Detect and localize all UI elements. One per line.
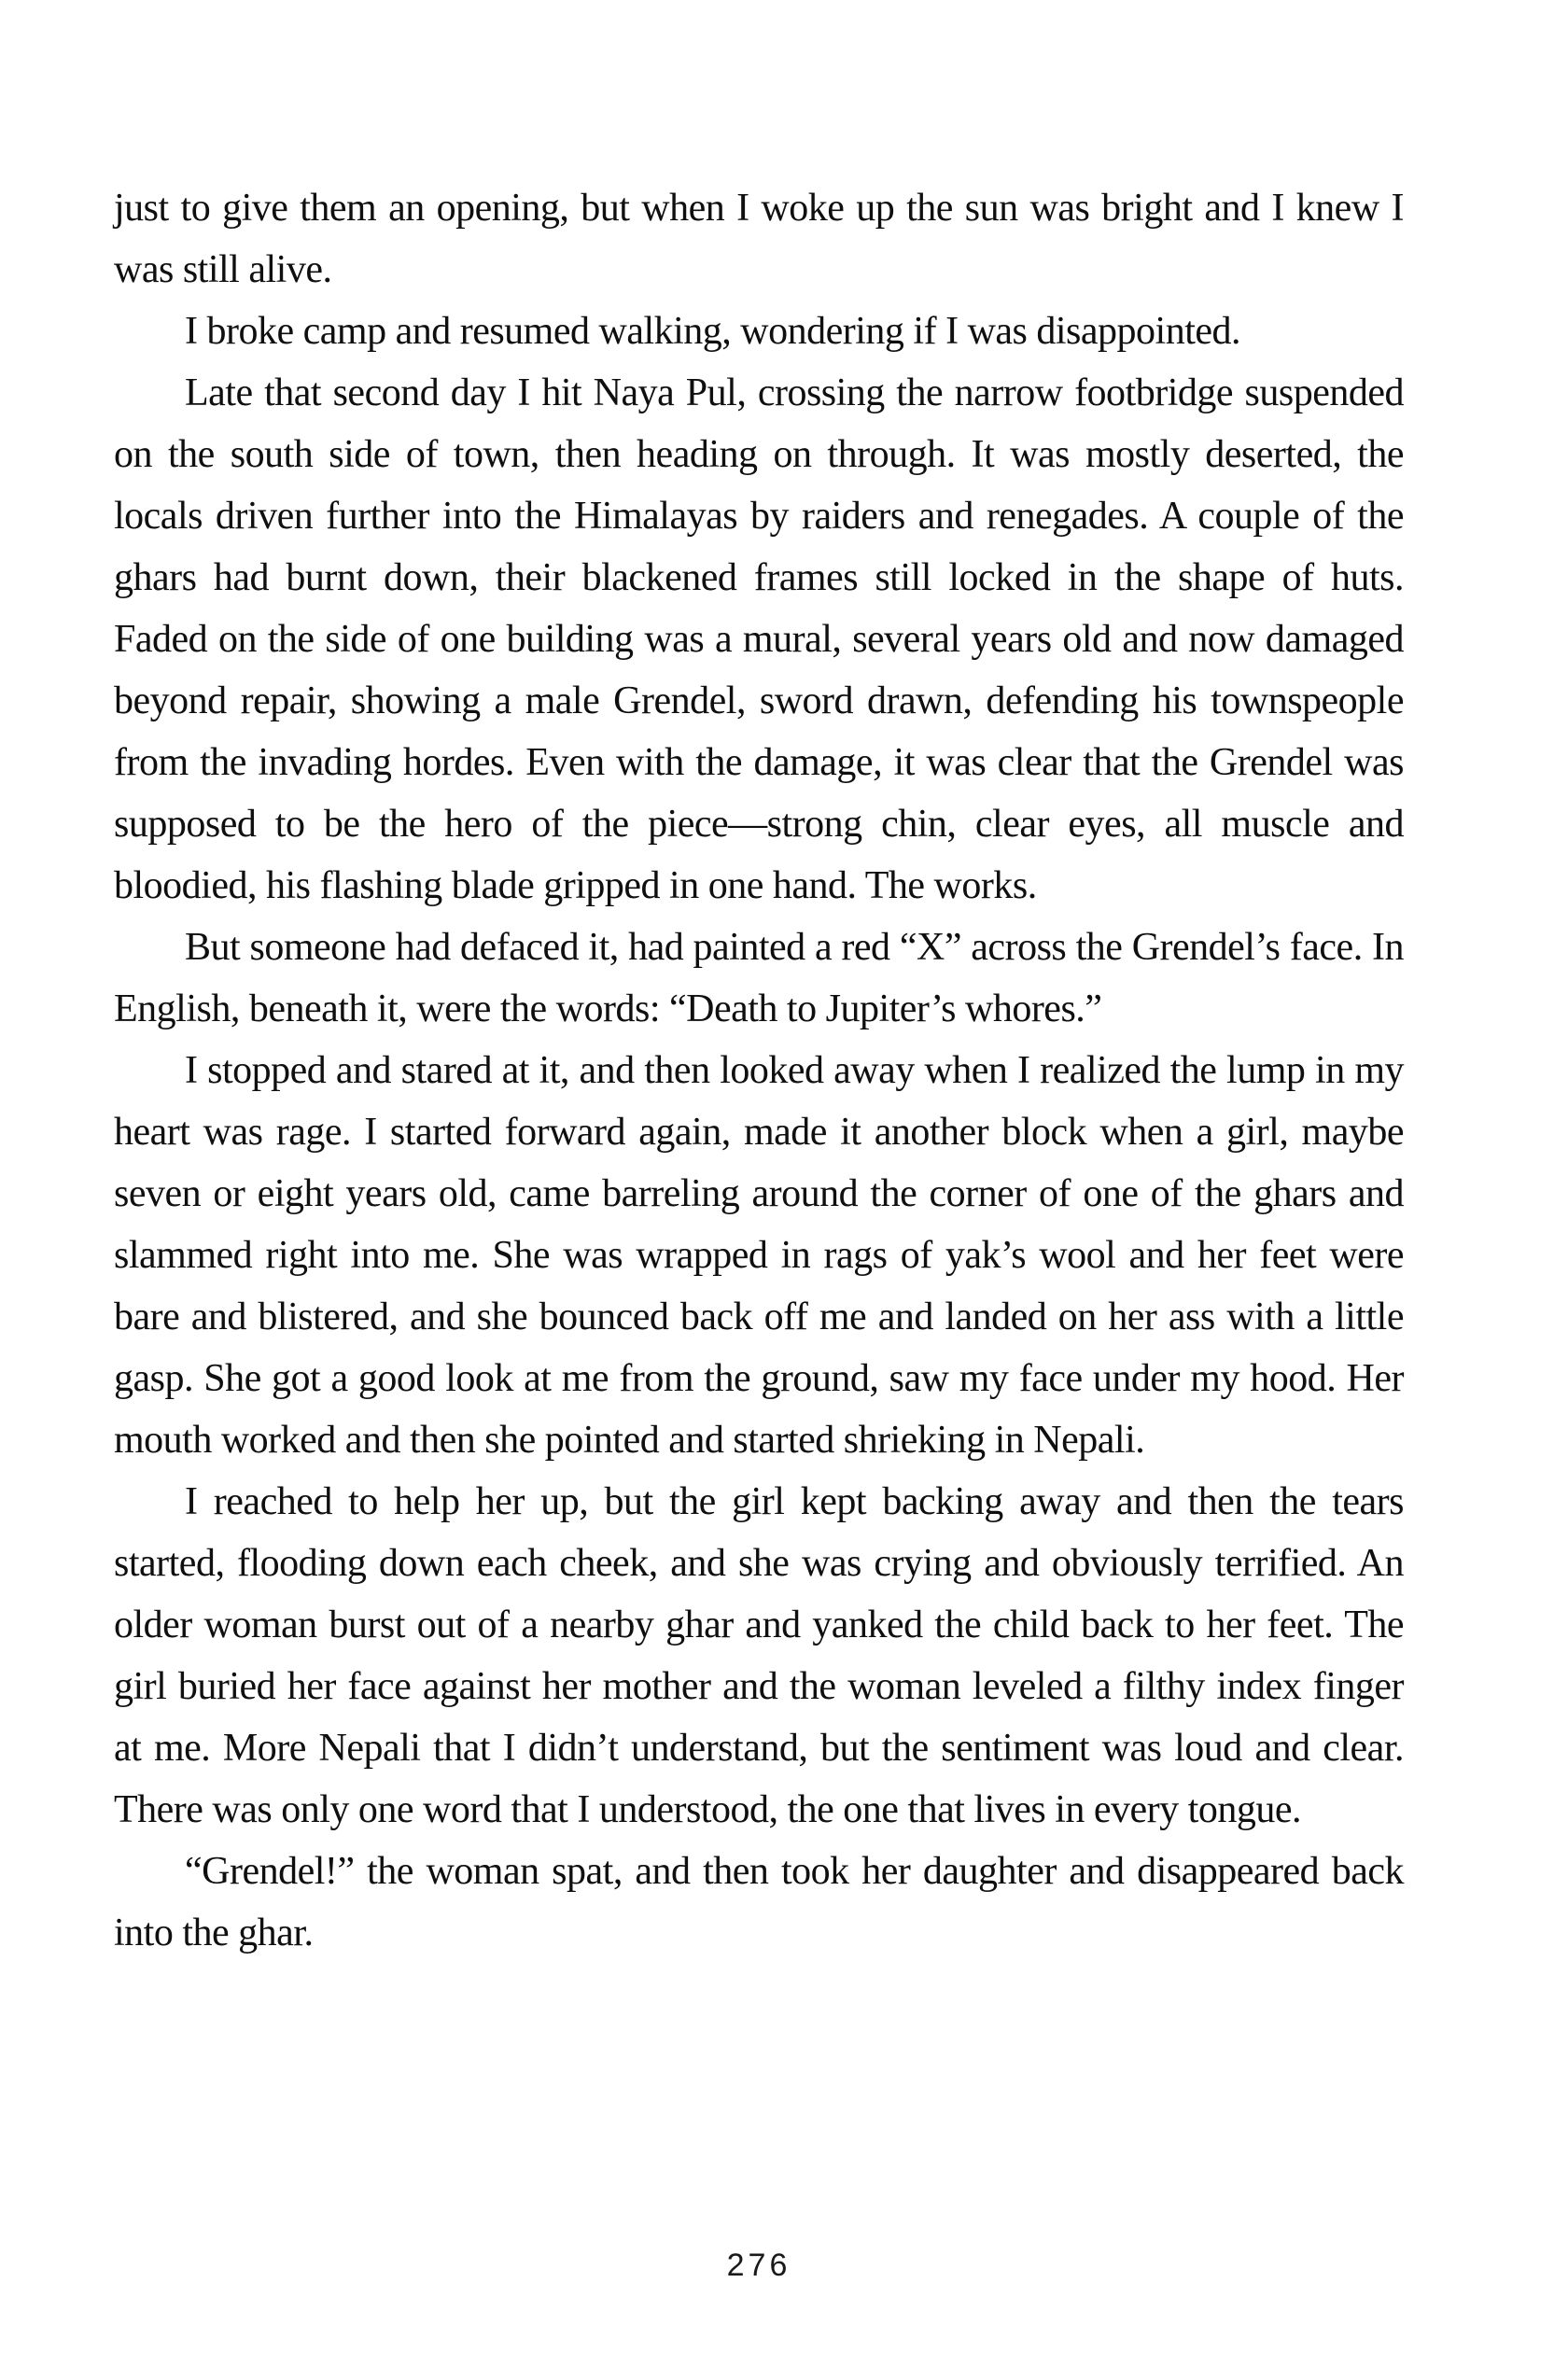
paragraph: I broke camp and resumed walking, wondering if I was disappointed.	[185, 310, 1241, 353]
page-number: 276	[726, 2248, 791, 2283]
paragraph: But someone had defaced it, had painted a red “X” across the Grendel’s face. In English, beneath it, were the words: “Death to Jupiter’s whores.”	[114, 926, 1404, 1030]
paragraph: just to give them an opening, but when I woke up the sun was bright and I knew I was still alive.	[114, 187, 1404, 291]
paragraph: I stopped and stared at it, and then looked away when I realized the lump in my heart was rage. I started forward again, made it another block when a girl, maybe seven or eight years old, came barreling around the corner of one of the ghars and slammed right into me. She was wrapped in rags of yak’s wool and her feet were bare and blistered, and she bounced back off me and landed on her ass with a little gasp. She got a good look at me from the ground, saw my face under my hood. Her mouth worked and then she pointed and started shrieking in Nepali.	[114, 1049, 1404, 1462]
page-text	[114, 177, 1404, 1964]
paragraph: “Grendel!” the woman spat, and then took her daughter and disappeared back into the ghar.	[114, 1850, 1404, 1954]
paragraph: Late that second day I hit Naya Pul, crossing the narrow footbridge suspended on the south side of town, then heading on through. It was mostly deserted, the locals driven further into the Himalayas by raiders and renegades. A couple of the ghars had burnt down, their blackened frames still locked in the shape of huts. Faded on the side of one building was a mural, several years old and now damaged beyond repair, showing a male Grendel, sword drawn, defending his townspeople from the invading hordes. Even with the damage, it was clear that the Grendel was supposed to be the hero of the piece—strong chin, clear eyes, all muscle and bloodied, his flashing blade gripped in one hand. The works.	[114, 371, 1404, 907]
paragraph: I reached to help her up, but the girl kept backing away and then the tears started, flooding down each cheek, and she was crying and obviously terrified. An older woman burst out of a nearby ghar and yanked the child back to her feet. The girl buried her face against her mother and the woman leveled a filthy index finger at me. More Nepali that I didn’t understand, but the sentiment was loud and clear. There was only one word that I understood, the one that lives in every tongue.	[114, 1480, 1404, 1831]
